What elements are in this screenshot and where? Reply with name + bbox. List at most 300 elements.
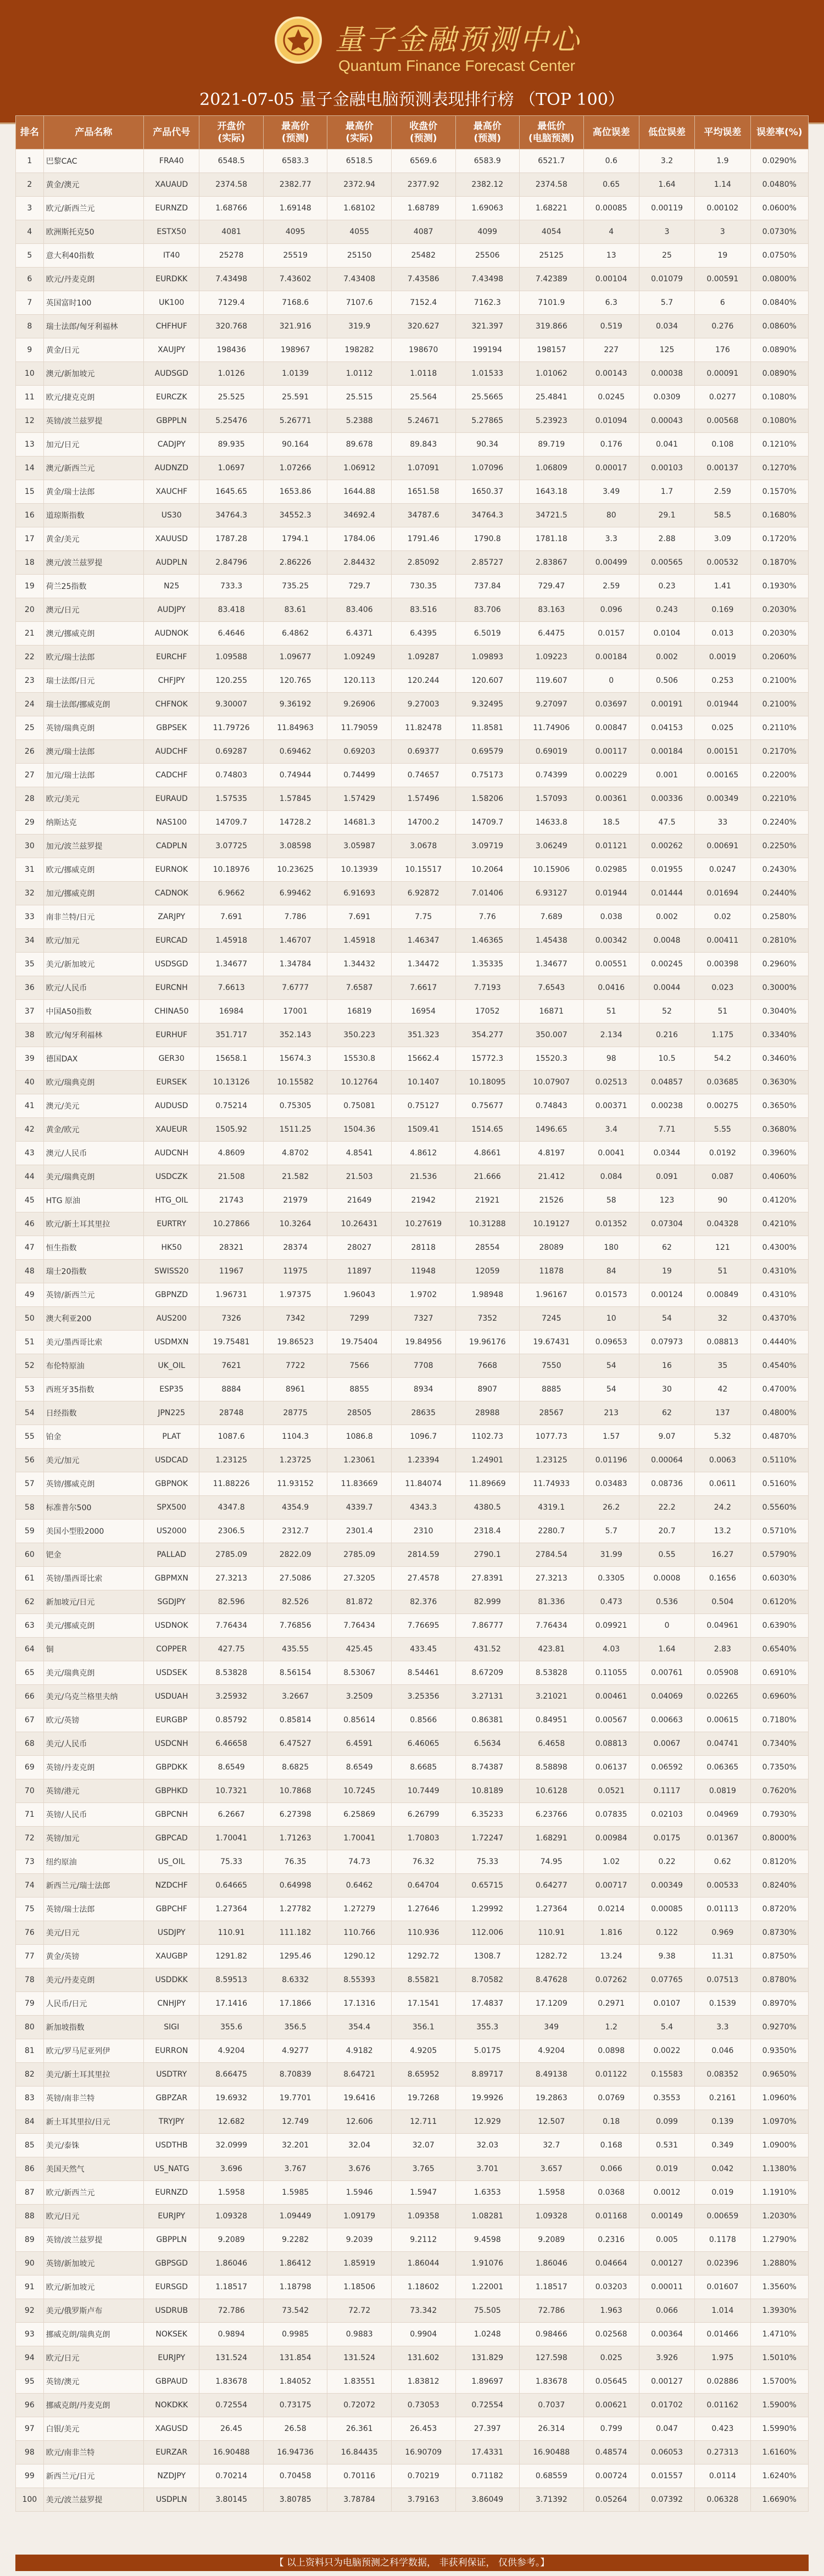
table-cell: 0.00119 [639, 197, 694, 220]
table-cell: 0.00104 [583, 268, 639, 291]
table-cell: 1.96731 [199, 1283, 264, 1307]
table-cell: 12.711 [391, 2110, 455, 2134]
table-cell: 8.53828 [199, 1661, 264, 1685]
table-row [16, 504, 809, 527]
table-row [16, 1614, 809, 1638]
table-cell: GER30 [144, 1047, 199, 1071]
table-cell: 8.56154 [263, 1661, 327, 1685]
table-cell: 1.1380% [750, 2157, 808, 2181]
table-cell: 37 [16, 1000, 44, 1023]
table-cell: 0.00565 [639, 551, 694, 575]
table-cell: 97 [16, 2417, 44, 2441]
table-cell: 0.9904 [391, 2323, 455, 2346]
table-cell: 1.57093 [520, 787, 584, 811]
table-cell: 110.766 [327, 1921, 392, 1945]
table-cell: 12 [16, 409, 44, 433]
table-cell: 1.68291 [520, 1827, 584, 1850]
table-cell: 9 [16, 338, 44, 362]
table-cell: EURNZD [144, 197, 199, 220]
table-cell: 欧元/英镑 [43, 1709, 143, 1732]
table-cell: 14700.2 [391, 811, 455, 834]
table-cell: EURNOK [144, 858, 199, 882]
table-cell: 1.34677 [199, 953, 264, 976]
table-cell: 0.74399 [520, 764, 584, 787]
table-cell: 16 [639, 1354, 694, 1378]
table-cell: 0.00184 [583, 646, 639, 669]
table-cell: 英镑/瑞士法郎 [43, 1898, 143, 1921]
table-cell: 0.00342 [583, 929, 639, 953]
table-cell: UK_OIL [144, 1354, 199, 1378]
table-row [16, 1283, 809, 1307]
table-cell: 0.00336 [639, 787, 694, 811]
table-row [16, 1118, 809, 1142]
table-cell: 0.64277 [520, 1874, 584, 1898]
table-cell: 9.4598 [455, 2228, 520, 2252]
table-cell: 6.4646 [199, 622, 264, 646]
table-cell: 11897 [327, 1260, 392, 1283]
table-cell: 澳大利亚200 [43, 1307, 143, 1331]
table-cell: 83.516 [391, 598, 455, 622]
table-cell: 6.47527 [263, 1732, 327, 1756]
table-cell: 1.6353 [455, 2181, 520, 2205]
table-cell: 14633.8 [520, 811, 584, 834]
table-cell: 0.0008 [639, 1567, 694, 1590]
table-cell: 121 [695, 1236, 750, 1260]
table-cell: 10.2064 [455, 858, 520, 882]
table-cell: 英镑/澳元 [43, 2370, 143, 2394]
table-cell: AUDNZD [144, 457, 199, 480]
table-cell: 32.7 [520, 2134, 584, 2157]
table-cell: 欧元/新西兰元 [43, 197, 143, 220]
table-cell: 0.01444 [639, 882, 694, 905]
table-cell: 11.79726 [199, 716, 264, 740]
table-row [16, 1472, 809, 1496]
table-cell: 198157 [520, 338, 584, 362]
table-cell: 0.01196 [583, 1449, 639, 1472]
table-row [16, 1709, 809, 1732]
table-cell: 729.47 [520, 575, 584, 598]
table-cell: 8.58898 [520, 1756, 584, 1779]
table-cell: 0.4310% [750, 1283, 808, 1307]
table-cell: 加元/波兰兹罗提 [43, 834, 143, 858]
table-cell: NZDJPY [144, 2464, 199, 2488]
table-cell: 美国小型股2000 [43, 1520, 143, 1543]
table-row [16, 551, 809, 575]
table-cell: 纽约原油 [43, 1850, 143, 1874]
table-cell: 欧元/捷克克朗 [43, 386, 143, 409]
table-cell: NOKSEK [144, 2323, 199, 2346]
table-cell: 1.09358 [391, 2205, 455, 2228]
table-cell: XAUGBP [144, 1945, 199, 1968]
table-cell: 1.86412 [263, 2252, 327, 2275]
table-cell: 3.09719 [455, 834, 520, 858]
table-cell: 0.6960% [750, 1685, 808, 1709]
table-cell: 1.5946 [327, 2181, 392, 2205]
table-cell: 15530.8 [327, 1047, 392, 1071]
table-cell: 0.038 [583, 905, 639, 929]
table-cell: 6 [695, 291, 750, 315]
table-cell: 7.6587 [327, 976, 392, 1000]
table-cell: 3.2 [639, 149, 694, 173]
table-cell: 53 [16, 1378, 44, 1401]
table-row [16, 149, 809, 173]
table-row [16, 2370, 809, 2394]
table-cell: 0.01162 [695, 2394, 750, 2417]
table-cell: 28748 [199, 1401, 264, 1425]
table-cell: 36 [16, 976, 44, 1000]
table-row [16, 1236, 809, 1260]
table-cell: EURCHF [144, 646, 199, 669]
table-cell: 27.3213 [520, 1567, 584, 1590]
table-cell: 0.168 [583, 2134, 639, 2157]
table-cell: 0.00663 [639, 1709, 694, 1732]
table-row [16, 764, 809, 787]
table-row [16, 1590, 809, 1614]
table-cell: 28027 [327, 1236, 392, 1260]
table-cell: 81 [16, 2039, 44, 2063]
table-cell: 1.18517 [199, 2275, 264, 2299]
table-cell: 7 [16, 291, 44, 315]
column-header: 产品名称 [43, 116, 143, 149]
table-cell: 1.5947 [391, 2181, 455, 2205]
table-cell: 0.8750% [750, 1945, 808, 1968]
table-cell: 1.84052 [263, 2370, 327, 2394]
table-row [16, 362, 809, 386]
table-row [16, 1898, 809, 1921]
table-cell: 0.0840% [750, 291, 808, 315]
table-cell: 74 [16, 1874, 44, 1898]
table-cell: 10.13126 [199, 1071, 264, 1094]
table-cell: 0.07765 [639, 1968, 694, 1992]
table-cell: 0.0890% [750, 338, 808, 362]
table-cell: 0.00349 [695, 787, 750, 811]
table-cell: 91 [16, 2275, 44, 2299]
table-row [16, 1000, 809, 1023]
table-cell: 1.09179 [327, 2205, 392, 2228]
column-header: 开盘价 (实际) [199, 116, 264, 149]
table-cell: 0.00847 [583, 716, 639, 740]
table-cell: 0.042 [695, 2157, 750, 2181]
table-cell: 0.01944 [695, 693, 750, 716]
column-header: 低位误差 [639, 116, 694, 149]
table-cell: 10.07907 [520, 1071, 584, 1094]
table-cell: 19.86523 [263, 1331, 327, 1354]
table-cell: 16.90488 [199, 2441, 264, 2464]
table-cell: 54.2 [695, 1047, 750, 1071]
table-cell: 13 [16, 433, 44, 457]
table-cell: 0.05908 [695, 1661, 750, 1685]
table-cell: 72.72 [327, 2299, 392, 2323]
table-cell: 1.0960% [750, 2087, 808, 2110]
table-cell: 挪威克朗/丹麦克朗 [43, 2394, 143, 2417]
table-row [16, 646, 809, 669]
table-cell: CHFNOK [144, 693, 199, 716]
table-row [16, 1827, 809, 1850]
table-cell: 0.07304 [639, 1212, 694, 1236]
table-cell: 1511.25 [263, 1118, 327, 1142]
ranking-subtitle: 2021-07-05 量子金融电脑预测表现排行榜 （TOP 100） [199, 90, 625, 109]
table-cell: 1.14 [695, 173, 750, 197]
table-cell: 16.27 [695, 1543, 750, 1567]
table-cell: 58 [583, 1189, 639, 1212]
table-cell: 0.7350% [750, 1756, 808, 1779]
table-cell: 59 [16, 1520, 44, 1543]
table-cell: 73.542 [263, 2299, 327, 2323]
table-cell: 12.749 [263, 2110, 327, 2134]
table-cell: 1291.82 [199, 1945, 264, 1968]
table-row [16, 2441, 809, 2464]
table-cell: 美元/墨西哥比索 [43, 1331, 143, 1354]
table-cell: 0.00127 [639, 2370, 694, 2394]
table-cell: 0.1570% [750, 480, 808, 504]
table-cell: 7621 [199, 1354, 264, 1378]
table-cell: 7342 [263, 1307, 327, 1331]
table-cell: 21.536 [391, 1165, 455, 1189]
table-cell: 1781.18 [520, 527, 584, 551]
table-cell: 欧元/挪威克朗 [43, 858, 143, 882]
table-cell: GBPSGD [144, 2252, 199, 2275]
table-cell: 76.32 [391, 1850, 455, 1874]
table-cell: 10.15582 [263, 1071, 327, 1094]
table-cell: 0.3305 [583, 1567, 639, 1590]
table-cell: 美元/加元 [43, 1449, 143, 1472]
table-cell: USDMXN [144, 1331, 199, 1354]
table-cell: 8.53067 [327, 1661, 392, 1685]
table-cell: 6521.7 [520, 149, 584, 173]
table-cell: 2.59 [583, 575, 639, 598]
table-cell: USDSEK [144, 1661, 199, 1685]
table-cell: 1295.46 [263, 1945, 327, 1968]
table-cell: 8.6685 [391, 1756, 455, 1779]
table-cell: 1.69063 [455, 197, 520, 220]
table-cell: 3.78784 [327, 2488, 392, 2512]
table-cell: 0.8780% [750, 1968, 808, 1992]
table-cell: 0.55 [639, 1543, 694, 1567]
table-cell: 0.0044 [639, 976, 694, 1000]
table-cell: 1.70803 [391, 1827, 455, 1850]
table-cell: 0.00085 [583, 197, 639, 220]
table-cell: 0.74843 [520, 1094, 584, 1118]
table-cell: 0.01367 [695, 1827, 750, 1850]
table-cell: CHFJPY [144, 669, 199, 693]
table-cell: 0.2810% [750, 929, 808, 953]
table-cell: 美元/新加坡元 [43, 953, 143, 976]
table-cell: 42 [695, 1378, 750, 1401]
table-cell: 0.00102 [695, 197, 750, 220]
table-cell: 0.07262 [583, 1968, 639, 1992]
table-cell: 新土耳其里拉/日元 [43, 2110, 143, 2134]
table-cell: EURDKK [144, 268, 199, 291]
table-cell: CADNOK [144, 882, 199, 905]
table-cell: 28554 [455, 1236, 520, 1260]
table-cell: 0.0114 [695, 2464, 750, 2488]
table-cell: 1.83678 [199, 2370, 264, 2394]
column-header: 最高价 (预测) [455, 116, 520, 149]
table-cell: 86 [16, 2157, 44, 2181]
table-cell: 1 [16, 149, 44, 173]
table-cell: 4319.1 [520, 1496, 584, 1520]
table-row [16, 2063, 809, 2087]
table-cell: 0.03697 [583, 693, 639, 716]
table-cell: AUDCNH [144, 1142, 199, 1165]
table-cell: 澳元/瑞士法郎 [43, 740, 143, 764]
table-cell: 16.90488 [520, 2441, 584, 2464]
table-cell: 17.4837 [455, 1992, 520, 2016]
table-cell: 0.00165 [695, 764, 750, 787]
table-cell: 0.74803 [199, 764, 264, 787]
table-cell: 77 [16, 1945, 44, 1968]
table-cell: 7168.6 [263, 291, 327, 315]
table-cell: 8.6549 [327, 1756, 392, 1779]
table-cell: 4380.5 [455, 1496, 520, 1520]
table-cell: 黄金/澳元 [43, 173, 143, 197]
table-cell: 34764.3 [455, 504, 520, 527]
table-cell: 15674.3 [263, 1047, 327, 1071]
table-cell: USDCAD [144, 1449, 199, 1472]
table-cell: EURHUF [144, 1023, 199, 1047]
table-cell: 729.7 [327, 575, 392, 598]
table-cell: 111.182 [263, 1921, 327, 1945]
table-cell: 3.701 [455, 2157, 520, 2181]
table-cell: GBPZAR [144, 2087, 199, 2110]
table-cell: USDTHB [144, 2134, 199, 2157]
table-cell: 19.84956 [391, 1331, 455, 1354]
table-cell: 0.00717 [583, 1874, 639, 1898]
table-cell: 恒生指数 [43, 1236, 143, 1260]
table-cell: 0.9883 [327, 2323, 392, 2346]
table-cell: 1.09249 [327, 646, 392, 669]
table-cell: 9.2112 [391, 2228, 455, 2252]
table-cell: 4.9204 [199, 2039, 264, 2063]
table-cell: 0.504 [695, 1590, 750, 1614]
table-cell: 9.27003 [391, 693, 455, 716]
table-row [16, 1496, 809, 1520]
table-cell: 0.4800% [750, 1401, 808, 1425]
table-cell: 32.04 [327, 2134, 392, 2157]
table-cell: 0.8970% [750, 1992, 808, 2016]
table-cell: 0.0521 [583, 1779, 639, 1803]
table-cell: 1.70041 [327, 1827, 392, 1850]
table-cell: 0.00691 [695, 834, 750, 858]
table-cell: AUDUSD [144, 1094, 199, 1118]
table-cell: 18.5 [583, 811, 639, 834]
table-cell: 11.79059 [327, 716, 392, 740]
table-row [16, 2087, 809, 2110]
table-cell: 21.503 [327, 1165, 392, 1189]
table-row [16, 409, 809, 433]
table-cell: 0.72554 [199, 2394, 264, 2417]
table-cell: 1791.46 [391, 527, 455, 551]
table-cell: 5.32 [695, 1425, 750, 1449]
table-cell: 0.00533 [695, 1874, 750, 1898]
table-cell: 1.06912 [327, 457, 392, 480]
table-cell: HTG_OIL [144, 1189, 199, 1212]
table-cell: 0.2580% [750, 905, 808, 929]
table-cell: 1.5958 [199, 2181, 264, 2205]
table-cell: 17.1416 [199, 1992, 264, 2016]
table-cell: 0.0344 [639, 1142, 694, 1165]
table-cell: 美元/瑞典克朗 [43, 1165, 143, 1189]
table-cell: 0.02103 [639, 1803, 694, 1827]
table-cell: 11.89669 [455, 1472, 520, 1496]
table-cell: 1504.36 [327, 1118, 392, 1142]
table-cell: 欧元/日元 [43, 2346, 143, 2370]
table-cell: 钯金 [43, 1543, 143, 1567]
table-cell: 52 [16, 1354, 44, 1378]
table-cell: ESTX50 [144, 220, 199, 244]
table-cell: 0.3650% [750, 1094, 808, 1118]
table-cell: 铜 [43, 1638, 143, 1661]
table-cell: 2.84432 [327, 551, 392, 575]
table-cell: 71 [16, 1803, 44, 1827]
table-cell: 49 [16, 1283, 44, 1307]
table-cell: NOKDKK [144, 2394, 199, 2417]
table-cell: 0.3000% [750, 976, 808, 1000]
table-cell: 1.5958 [520, 2181, 584, 2205]
table-cell: 131.854 [263, 2346, 327, 2370]
table-cell: 黄金/日元 [43, 338, 143, 362]
table-cell: 新加坡元/日元 [43, 1590, 143, 1614]
table-cell: 1.09588 [199, 646, 264, 669]
table-cell: 11975 [263, 1260, 327, 1283]
table-cell: 1.69148 [263, 197, 327, 220]
table-cell: 黄金/瑞士法郎 [43, 480, 143, 504]
table-cell: 1.975 [695, 2346, 750, 2370]
table-cell: 131.524 [327, 2346, 392, 2370]
table-cell: 31.99 [583, 1543, 639, 1567]
table-cell: 98 [583, 1047, 639, 1071]
table-cell: 0.7620% [750, 1779, 808, 1803]
table-cell: ESP35 [144, 1378, 199, 1401]
table-cell: 0.06592 [639, 1756, 694, 1779]
table-cell: 英镑/波兰兹罗提 [43, 409, 143, 433]
table-cell: 0.091 [639, 1165, 694, 1189]
table-cell: 35 [695, 1354, 750, 1378]
column-header: 最高价 (预测) [263, 116, 327, 149]
table-cell: 0.046 [695, 2039, 750, 2063]
table-cell: 1.71263 [263, 1827, 327, 1850]
table-cell: 0.73053 [391, 2394, 455, 2417]
table-cell: 0.00091 [695, 362, 750, 386]
table-cell: 0.01557 [639, 2464, 694, 2488]
table-cell: 14709.7 [199, 811, 264, 834]
table-row [16, 858, 809, 882]
table-cell: 0.243 [639, 598, 694, 622]
table-cell: USDNOK [144, 1614, 199, 1638]
table-cell: 0.05645 [583, 2370, 639, 2394]
table-cell: 12059 [455, 1260, 520, 1283]
table-cell: 0.1870% [750, 551, 808, 575]
table-cell: 2280.7 [520, 1520, 584, 1543]
table-cell: 355.3 [455, 2016, 520, 2039]
table-cell: 198670 [391, 338, 455, 362]
table-cell: 0.4440% [750, 1331, 808, 1354]
table-cell: 3.696 [199, 2157, 264, 2181]
table-cell: GBPNZD [144, 1283, 199, 1307]
table-cell: USDUAH [144, 1685, 199, 1709]
table-cell: 1.6160% [750, 2441, 808, 2464]
table-cell: 123 [639, 1189, 694, 1212]
table-cell: 0.066 [583, 2157, 639, 2181]
table-cell: 9.26906 [327, 693, 392, 716]
table-cell: 0.04328 [695, 1212, 750, 1236]
table-cell: 0.04664 [583, 2252, 639, 2275]
table-cell: 0.139 [695, 2110, 750, 2134]
table-cell: 1.2790% [750, 2228, 808, 2252]
table-cell: 11967 [199, 1260, 264, 1283]
table-cell: 19.2863 [520, 2087, 584, 2110]
table-row [16, 1921, 809, 1945]
